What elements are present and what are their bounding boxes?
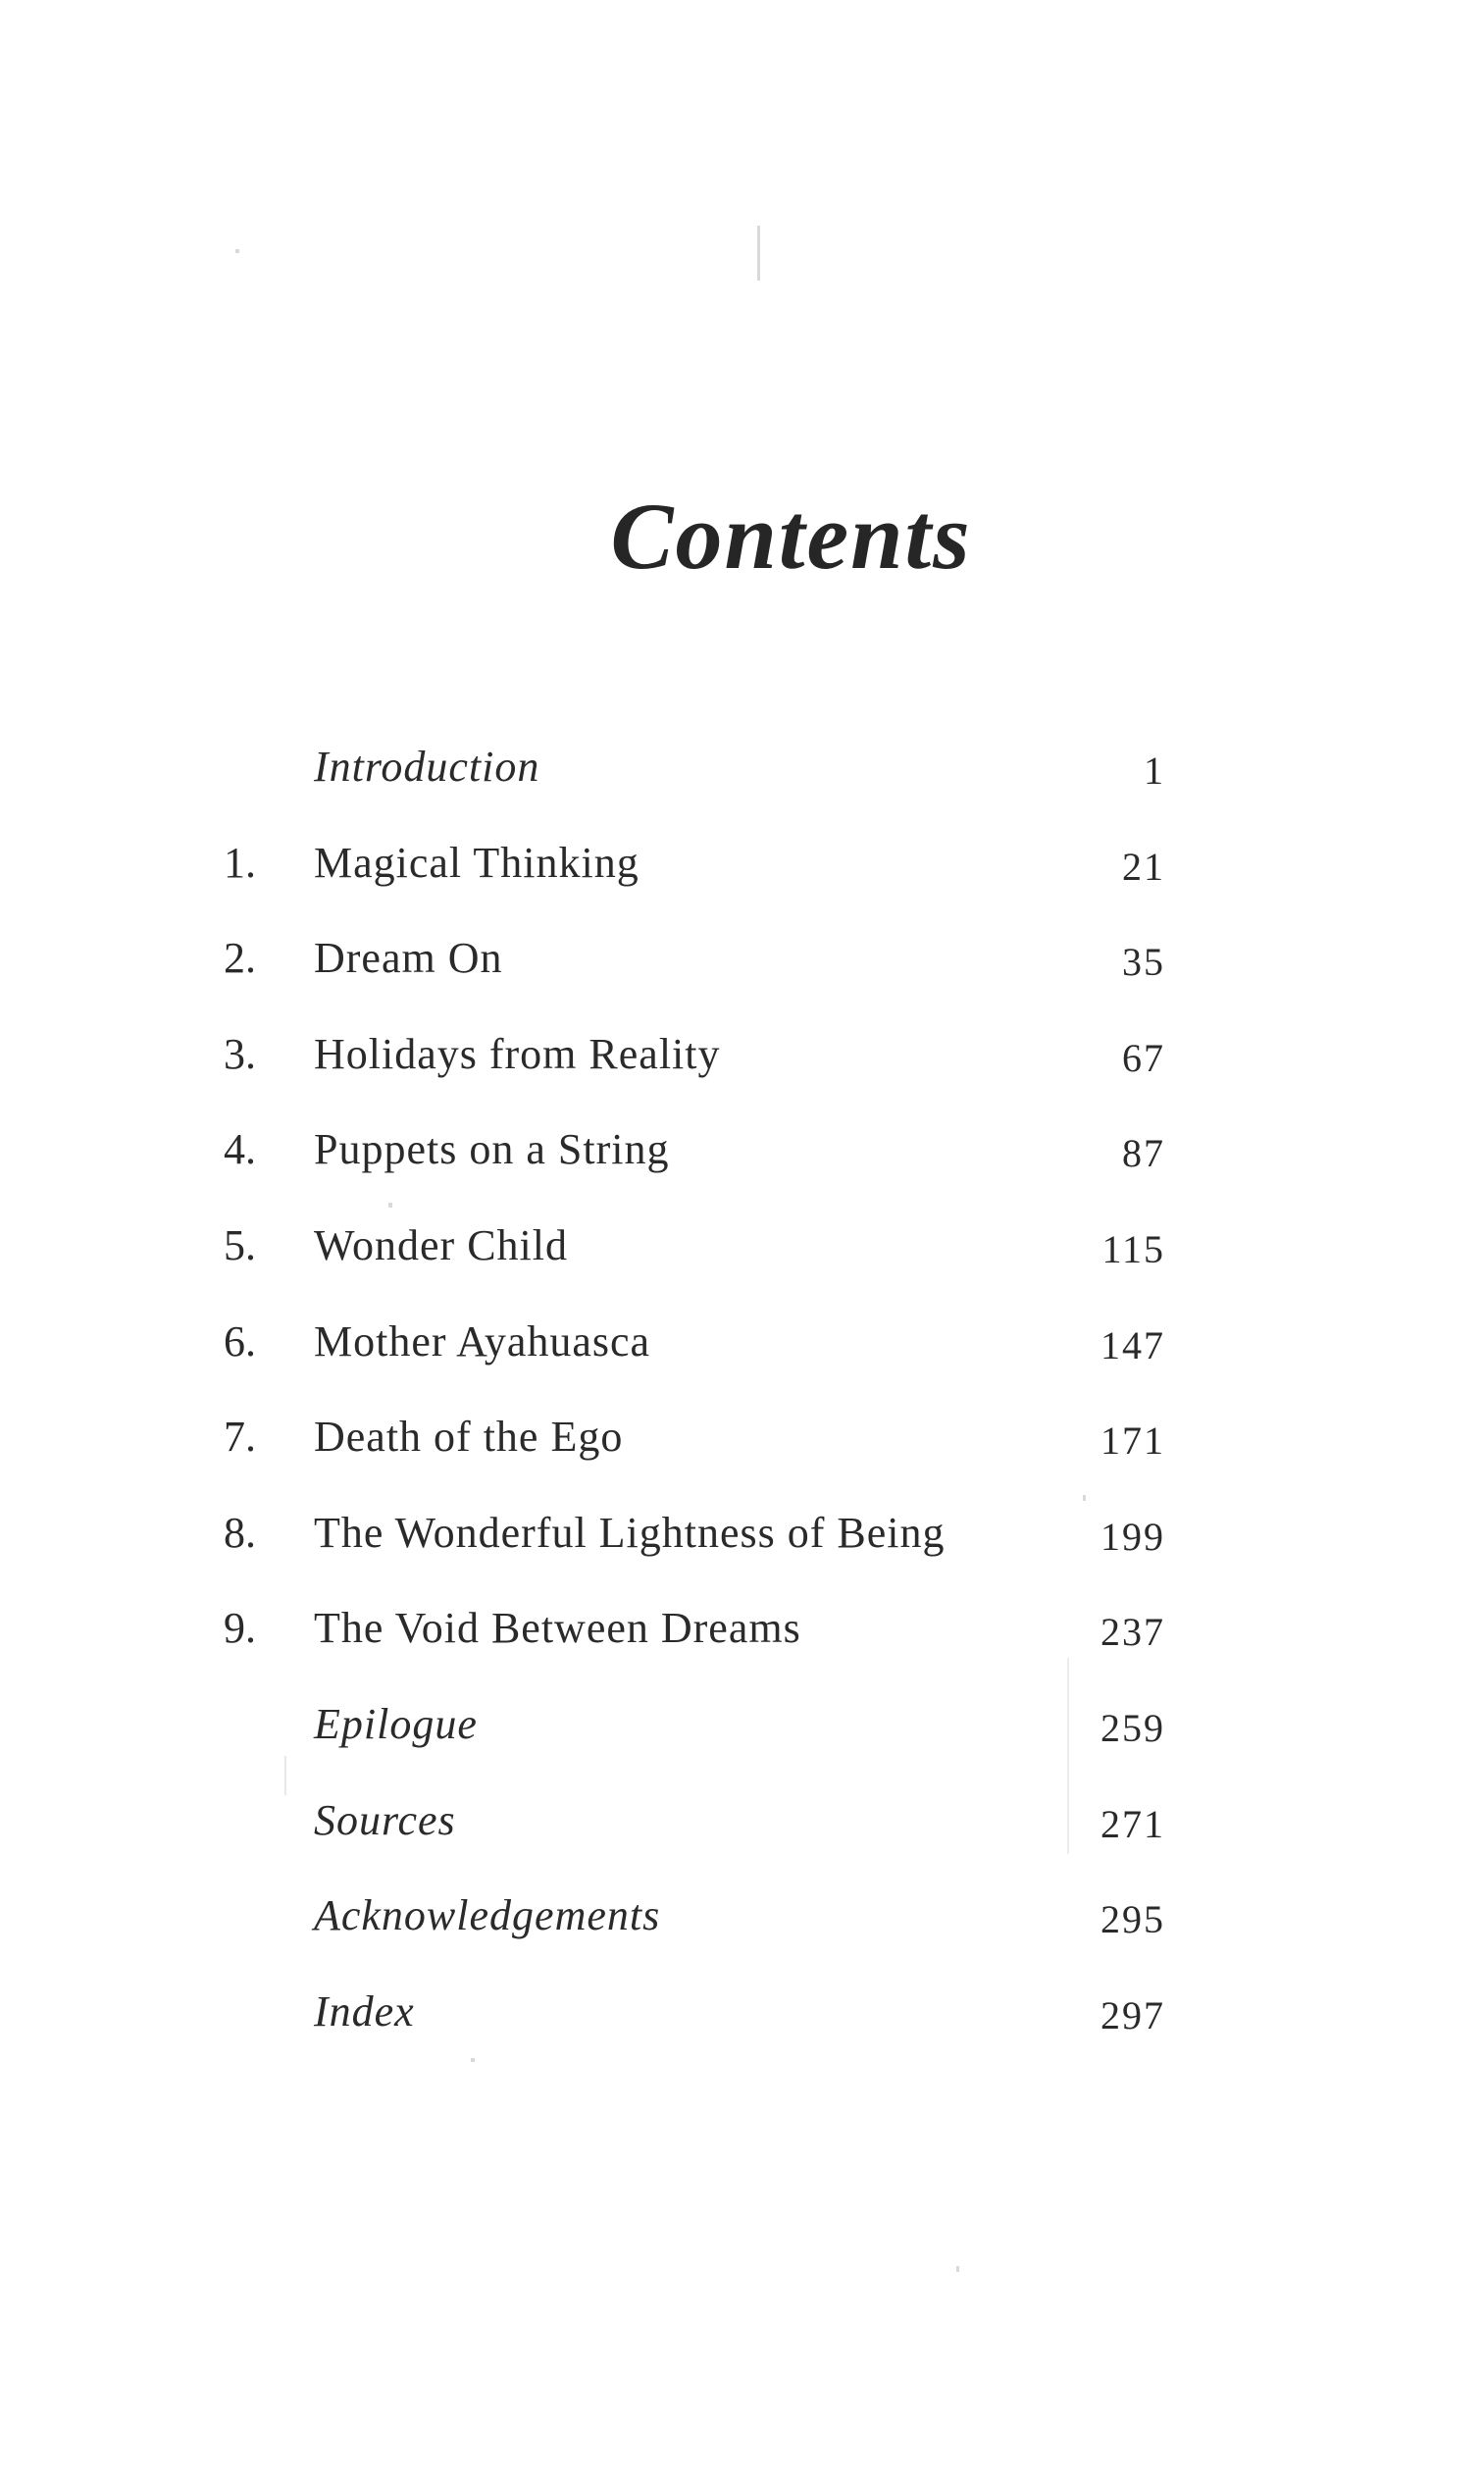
toc-entry	[224, 1313, 1165, 1409]
page-number: 171	[1100, 1418, 1165, 1464]
page-number: 237	[1100, 1610, 1165, 1655]
page-number: 271	[1100, 1801, 1165, 1846]
scan-speck	[956, 2266, 959, 2272]
toc-entry	[224, 1886, 1165, 1983]
page-title: Contents	[610, 484, 972, 590]
entry-title: Death of the Ego	[314, 1413, 624, 1462]
toc-entry	[224, 1695, 1165, 1791]
page-number: 199	[1100, 1514, 1165, 1559]
page-number: 1	[1144, 748, 1165, 793]
entry-title: Epilogue	[314, 1699, 478, 1748]
entry-title: Index	[314, 1986, 415, 2036]
chapter-number: 3.	[224, 1029, 256, 1078]
chapter-number: 7.	[224, 1413, 256, 1462]
chapter-number: 2.	[224, 934, 256, 983]
chapter-number: 1.	[224, 838, 256, 887]
entry-title: Sources	[314, 1795, 456, 1844]
page-number: 295	[1100, 1897, 1165, 1942]
toc-entry	[224, 1025, 1165, 1121]
toc-entry	[224, 1120, 1165, 1216]
toc-entry	[224, 834, 1165, 930]
page-number: 259	[1100, 1705, 1165, 1750]
chapter-number: 5.	[224, 1220, 256, 1269]
page-number: 67	[1122, 1035, 1165, 1080]
entry-title: Puppets on a String	[314, 1125, 670, 1174]
page-number: 21	[1122, 844, 1165, 889]
chapter-number: 4.	[224, 1125, 256, 1174]
entry-title: Dream On	[314, 934, 503, 983]
entry-title: The Wonderful Lightness of Being	[314, 1508, 946, 1557]
entry-title: The Void Between Dreams	[314, 1604, 801, 1653]
chapter-number: 8.	[224, 1508, 256, 1557]
toc-entry	[224, 1791, 1165, 1887]
toc-entry	[224, 1408, 1165, 1504]
chapter-number: 9.	[224, 1604, 256, 1653]
toc-entry	[224, 929, 1165, 1025]
table-of-contents	[224, 738, 1165, 2078]
chapter-number: 6.	[224, 1316, 256, 1366]
scan-speck	[235, 249, 239, 253]
page-number: 87	[1122, 1131, 1165, 1176]
entry-title: Magical Thinking	[314, 838, 640, 887]
entry-title: Acknowledgements	[314, 1891, 661, 1940]
page-number: 35	[1122, 940, 1165, 985]
entry-title: Holidays from Reality	[314, 1029, 721, 1078]
toc-entry	[224, 1983, 1165, 2079]
toc-entry	[224, 1504, 1165, 1600]
page-number: 147	[1100, 1322, 1165, 1367]
toc-entry	[224, 738, 1165, 834]
entry-title: Introduction	[314, 743, 540, 791]
page-number: 115	[1101, 1226, 1165, 1271]
entry-title: Wonder Child	[314, 1220, 568, 1269]
toc-entry	[224, 1599, 1165, 1695]
scan-speck	[757, 226, 760, 281]
entry-title: Mother Ayahuasca	[314, 1316, 651, 1366]
page-number: 297	[1100, 1992, 1165, 2037]
toc-entry	[224, 1216, 1165, 1313]
